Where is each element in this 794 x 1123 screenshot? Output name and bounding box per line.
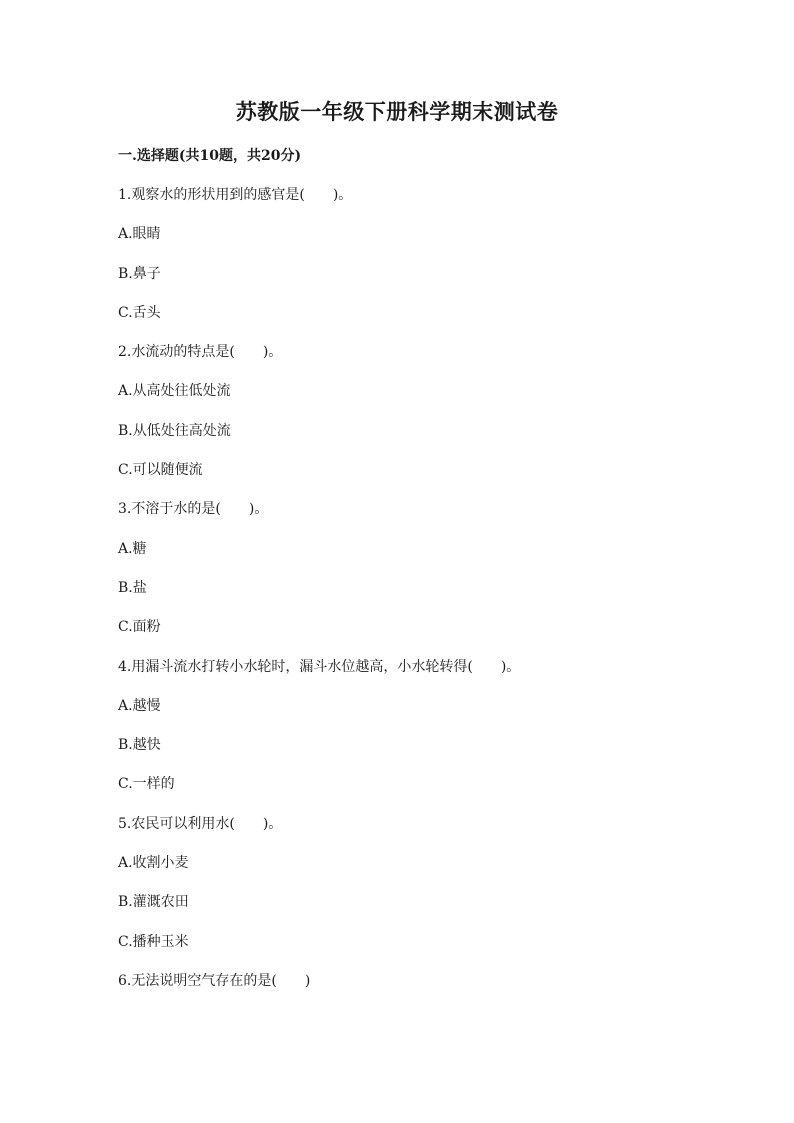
answer-blank (235, 344, 263, 360)
question-3-option-b: B.盐 (118, 579, 147, 596)
question-tail: ) (304, 972, 311, 989)
question-2 (118, 341, 718, 363)
question-5-option-a: A.收割小麦 (118, 855, 189, 872)
answer-blank (235, 816, 263, 832)
question-stem: 5.农民可以利用水( (118, 815, 235, 832)
question-1-option-b: B.鼻子 (118, 265, 161, 282)
question-4-option-b: B.越快 (118, 737, 161, 754)
question-1-option-c: C.舌头 (118, 304, 161, 321)
question-stem: 1.观察水的形状用到的感官是( (118, 187, 305, 203)
question-tail: )。 (248, 501, 269, 518)
answer-blank (305, 187, 333, 203)
question-4-option-c: C.一样的 (118, 776, 175, 793)
question-3-option-c: C.面粉 (118, 619, 161, 636)
question-2-option-a: A.从高处往低处流 (118, 383, 231, 400)
question-1 (118, 184, 718, 206)
question-stem: 4.用漏斗流水打转小水轮时，漏斗水位越高，小水轮转得( (118, 658, 473, 675)
answer-blank (473, 659, 501, 675)
question-5 (118, 813, 718, 835)
question-4 (118, 656, 718, 678)
question-tail: )。 (500, 658, 521, 675)
exam-title: 苏教版一年级下册科学期末测试卷 (235, 99, 559, 124)
question-6 (118, 970, 718, 992)
question-3-option-a: A.糖 (118, 540, 147, 557)
answer-blank (277, 973, 305, 989)
section-header: 一.选择题(共10题，共20分) (118, 148, 302, 164)
question-tail: )。 (332, 187, 353, 203)
answer-blank (221, 501, 249, 517)
question-3 (118, 498, 718, 520)
question-stem: 3.不溶于水的是( (118, 501, 221, 518)
question-stem: 2.水流动的特点是( (118, 344, 235, 361)
question-tail: )。 (262, 815, 283, 832)
question-stem: 6.无法说明空气存在的是( (118, 972, 277, 989)
question-2-option-b: B.从低处往高处流 (118, 422, 231, 439)
question-4-option-a: A.越慢 (118, 697, 161, 714)
question-5-option-b: B.灌溉农田 (118, 894, 189, 911)
question-1-option-a: A.眼睛 (118, 226, 161, 243)
question-tail: )。 (262, 344, 283, 361)
exam-content (118, 145, 718, 1009)
question-5-option-c: C.播种玉米 (118, 933, 189, 950)
question-2-option-c: C.可以随便流 (118, 462, 203, 479)
